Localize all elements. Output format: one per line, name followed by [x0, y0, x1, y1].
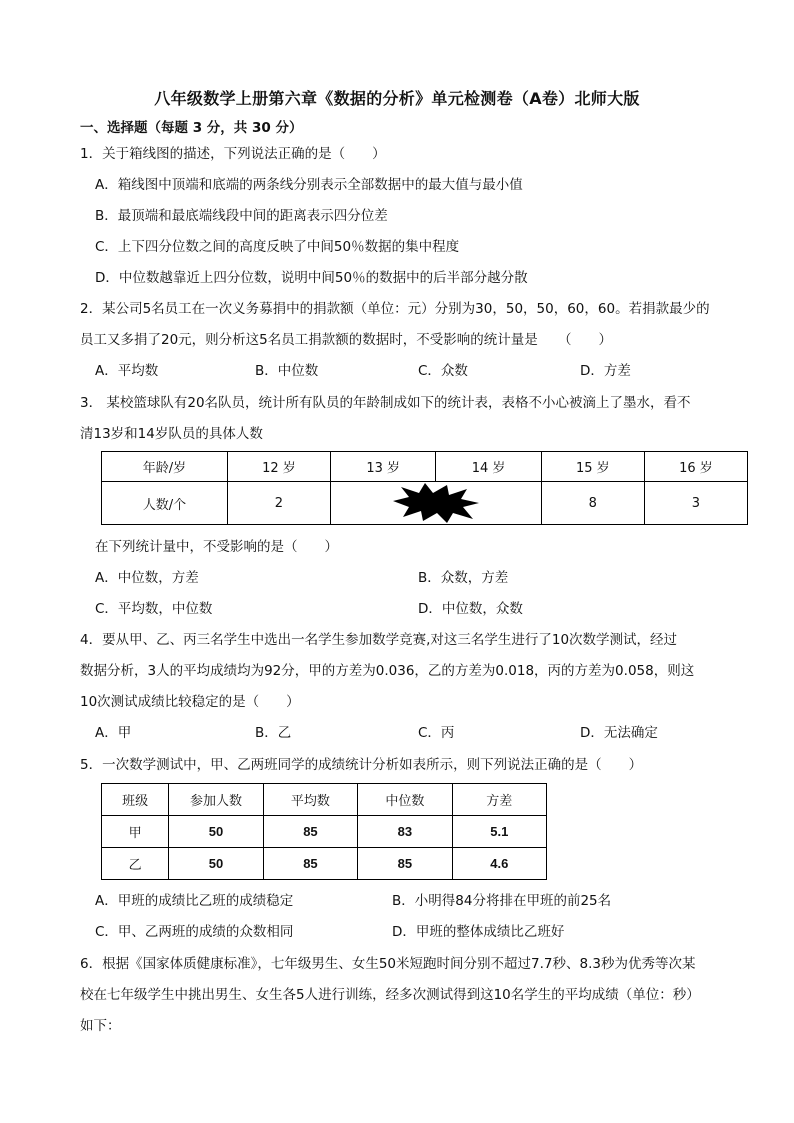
table-cell: 甲: [102, 816, 169, 848]
q5-option-b: B．小明得84分将排在甲班的前25名: [392, 893, 612, 909]
q2-option-c: C．众数: [418, 363, 468, 379]
table-row: [102, 452, 748, 482]
q3-option-c: C．平均数，中位数: [95, 601, 213, 617]
q1-option-b: B．最顶端和最底端线段中间的距离表示四分位差: [95, 208, 388, 224]
table-row: [102, 482, 748, 525]
q4-line2: 数据分析，3人的平均成绩均为92分，甲的方差为0.036，乙的方差为0.018，丙的方差为0.058，则这: [80, 663, 695, 679]
table-cell: 16 岁: [644, 452, 747, 482]
table-cell: 方差: [452, 784, 546, 816]
q2-option-a: A．平均数: [95, 363, 159, 379]
table-cell: 班级: [102, 784, 169, 816]
page-title: 八年级数学上册第六章《数据的分析》单元检测卷（A卷）北师大版: [154, 89, 640, 108]
table-cell: 50: [169, 848, 263, 880]
q2-line1: 2．某公司5名员工在一次义务募捐中的捐款额（单位：元）分别为30，50，50，60，60。若捐款最少的: [80, 301, 710, 317]
q3-line1: 3． 某校篮球队有20名队员，统计所有队员的年龄制成如下的统计表，表格不小心被滴上了墨水，看不: [80, 395, 691, 411]
table-cell: 乙: [102, 848, 169, 880]
q2-option-b: B．中位数: [255, 363, 319, 379]
age-table: [101, 451, 748, 525]
q3-line2: 清13岁和14岁队员的具体人数: [80, 426, 263, 442]
table-row: [102, 784, 547, 816]
table-cell: 14 岁: [436, 452, 541, 482]
table-cell: 2: [227, 482, 330, 525]
q4-option-c: C．丙: [418, 725, 455, 741]
q1-option-c: C．上下四分位数之间的高度反映了中间50％数据的集中程度: [95, 239, 460, 255]
table-cell: 人数/个: [102, 482, 228, 525]
q2-option-d: D．方差: [580, 363, 631, 379]
q6-line1: 6．根据《国家体质健康标准》，七年级男生、女生50米短跑时间分别不超过7.7秒、8.3秒为优秀等次某: [80, 956, 696, 972]
q3-after: 在下列统计量中，不受影响的是（ ）: [95, 539, 338, 555]
q6-line2: 校在七年级学生中挑出男生、女生各5人进行训练，经多次测试得到这10名学生的平均成绩（单位：秒）: [80, 987, 700, 1003]
q5-stem: 5．一次数学测试中，甲、乙两班同学的成绩统计分析如表所示，则下列说法正确的是（ ）: [80, 757, 643, 773]
q3-option-b: B．众数，方差: [418, 570, 509, 586]
q3-option-d: D．中位数，众数: [418, 601, 523, 617]
q1-stem: 1．关于箱线图的描述，下列说法正确的是（ ）: [80, 146, 386, 162]
q2-line2: 员工又多捐了20元，则分析这5名员工捐款额的数据时，不受影响的统计量是 （ ）: [80, 332, 613, 348]
table-cell: 8: [541, 482, 644, 525]
table-cell: 参加人数: [169, 784, 263, 816]
table-row: [102, 816, 547, 848]
q1-option-d: D．中位数越靠近上四分位数，说明中间50％的数据中的后半部分越分散: [95, 270, 528, 286]
table-row: [102, 848, 547, 880]
q5-option-d: D．甲班的整体成绩比乙班好: [392, 924, 565, 940]
table-cell: 4.6: [452, 848, 546, 880]
table-cell: 年龄/岁: [102, 452, 228, 482]
class-stats-table: [101, 783, 547, 880]
table-cell: 15 岁: [541, 452, 644, 482]
table-cell: 13 岁: [330, 452, 435, 482]
table-cell: 85: [358, 848, 452, 880]
table-cell: 3: [644, 482, 747, 525]
table-cell: 平均数: [263, 784, 357, 816]
q5-option-c: C．甲、乙两班的成绩的众数相同: [95, 924, 294, 940]
q4-option-d: D．无法确定: [580, 725, 658, 741]
section-heading: 一、选择题（每题 3 分，共 30 分）: [80, 120, 303, 136]
ink-blot-cell: [330, 482, 541, 525]
table-cell: 85: [263, 848, 357, 880]
ink-blot-icon: [391, 483, 481, 523]
table-cell: 5.1: [452, 816, 546, 848]
table-cell: 中位数: [358, 784, 452, 816]
q3-option-a: A．中位数，方差: [95, 570, 199, 586]
q4-line3: 10次测试成绩比较稳定的是（ ）: [80, 694, 300, 710]
q4-option-b: B．乙: [255, 725, 292, 741]
q4-line1: 4．要从甲、乙、丙三名学生中选出一名学生参加数学竞赛,对这三名学生进行了10次数学测试，经过: [80, 632, 678, 648]
q1-option-a: A．箱线图中顶端和底端的两条线分别表示全部数据中的最大值与最小值: [95, 177, 523, 193]
table-cell: 12 岁: [227, 452, 330, 482]
q5-option-a: A．甲班的成绩比乙班的成绩稳定: [95, 893, 294, 909]
q4-option-a: A．甲: [95, 725, 132, 741]
table-cell: 83: [358, 816, 452, 848]
q6-line3: 如下：: [80, 1018, 121, 1034]
table-cell: 50: [169, 816, 263, 848]
table-cell: 85: [263, 816, 357, 848]
